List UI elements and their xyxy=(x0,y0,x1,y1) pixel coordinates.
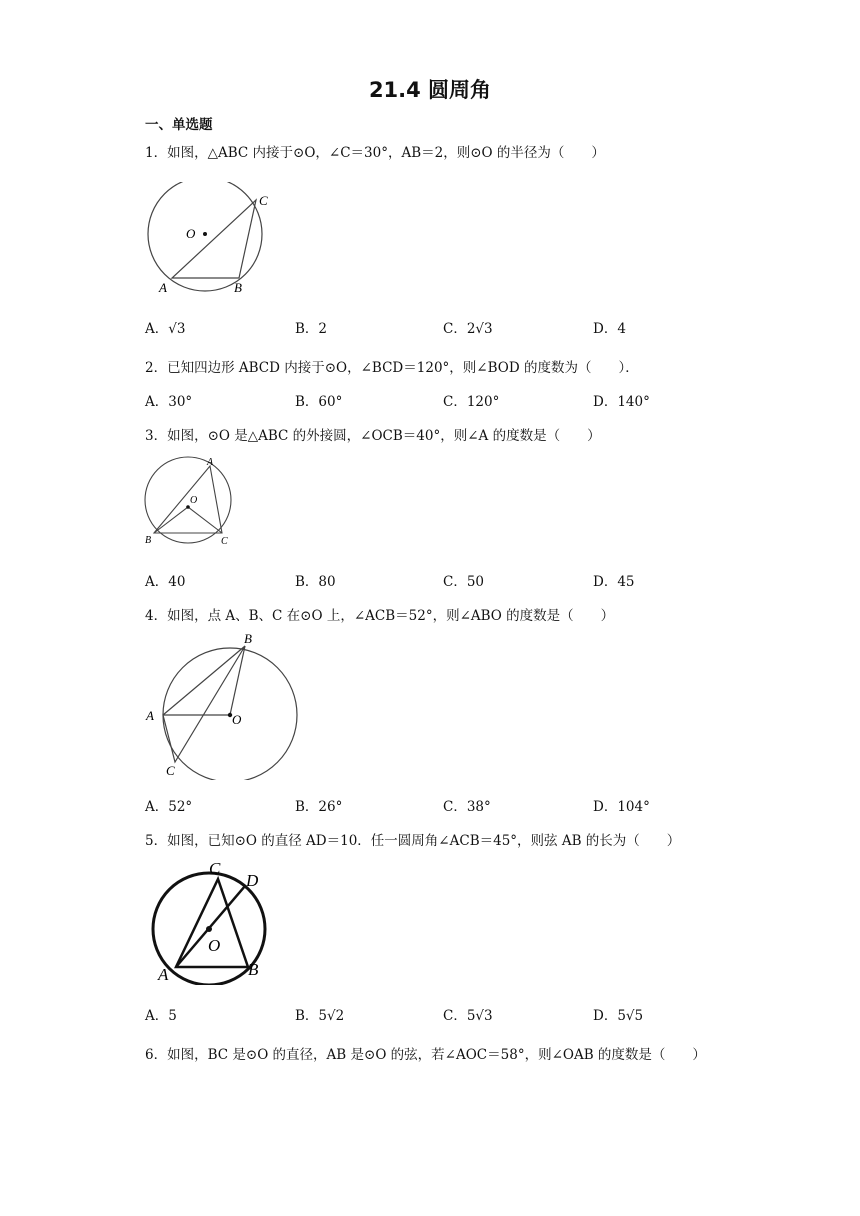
question-4-option-d: D．104° xyxy=(593,799,650,815)
label-o: O xyxy=(232,712,242,727)
question-2-option-c: C．120° xyxy=(443,394,500,410)
label-o: O xyxy=(190,495,198,506)
question-6-stem: 6．如图，BC 是⊙O 的直径，AB 是⊙O 的弦，若∠AOC＝58°，则∠OAB 的度数是（ ） xyxy=(145,1047,706,1063)
question-3-option-b: B．80 xyxy=(295,574,336,590)
question-3-figure xyxy=(140,455,240,550)
question-5-option-d: D．5√5 xyxy=(593,1008,644,1024)
triangle-abc xyxy=(154,466,222,533)
label-d: D xyxy=(246,871,259,890)
question-5-option-a: A．5 xyxy=(145,1008,177,1024)
label-a: A xyxy=(207,457,214,468)
triangle-abc xyxy=(172,200,256,278)
label-c: C xyxy=(209,859,221,878)
label-o: O xyxy=(208,936,221,955)
question-2-stem: 2．已知四边形 ABCD 内接于⊙O，∠BCD＝120°，则∠BOD 的度数为（ ）． xyxy=(145,360,639,376)
question-5-option-c: C．5√3 xyxy=(443,1008,493,1024)
question-5-figure xyxy=(145,855,275,985)
question-1-option-a: A．√3 xyxy=(145,321,186,337)
label-b: B xyxy=(244,631,252,646)
label-c: C xyxy=(259,193,268,208)
question-1-option-c: C．2√3 xyxy=(443,321,493,337)
question-5-stem: 5．如图，已知⊙O 的直径 AD＝10．任一圆周角∠ACB＝45°，则弦 AB 的长为（ ） xyxy=(145,833,681,849)
question-2-option-b: B．60° xyxy=(295,394,343,410)
question-4-figure xyxy=(140,630,305,780)
label-c: C xyxy=(166,763,175,778)
label-b: B xyxy=(234,280,242,295)
question-1-option-b: B．2 xyxy=(295,321,328,337)
label-a: A xyxy=(159,280,167,295)
label-c: C xyxy=(221,536,228,547)
section-heading: 一、单选题 xyxy=(145,117,213,133)
question-3-stem: 3．如图，⊙O 是△ABC 的外接圆，∠OCB＝40°，则∠A 的度数是（ ） xyxy=(145,428,601,444)
label-a: A xyxy=(158,965,169,984)
question-1-figure xyxy=(140,182,280,297)
question-5-option-b: B．5√2 xyxy=(295,1008,345,1024)
label-o: O xyxy=(186,226,196,241)
question-4-stem: 4．如图，点 A、B、C 在⊙O 上，∠ACB＝52°，则∠ABO 的度数是（ ） xyxy=(145,608,615,624)
center-point xyxy=(203,232,207,236)
label-a: A xyxy=(146,708,154,723)
page-title: 21.4 圆周角 xyxy=(368,78,492,102)
circle-o xyxy=(148,182,262,291)
question-3-option-c: C．50 xyxy=(443,574,485,590)
label-b: B xyxy=(248,960,259,979)
question-2-option-a: A．30° xyxy=(145,394,193,410)
question-1-option-d: D．4 xyxy=(593,321,626,337)
center-point xyxy=(206,926,212,932)
question-4-option-b: B．26° xyxy=(295,799,343,815)
question-2-option-d: D．140° xyxy=(593,394,650,410)
question-4-option-a: A．52° xyxy=(145,799,193,815)
question-3-option-d: D．45 xyxy=(593,574,635,590)
question-1-stem: 1．如图，△ABC 内接于⊙O，∠C＝30°，AB＝2，则⊙O 的半径为（ ） xyxy=(145,145,605,161)
label-b: B xyxy=(145,535,152,546)
question-4-option-c: C．38° xyxy=(443,799,491,815)
question-3-option-a: A．40 xyxy=(145,574,186,590)
